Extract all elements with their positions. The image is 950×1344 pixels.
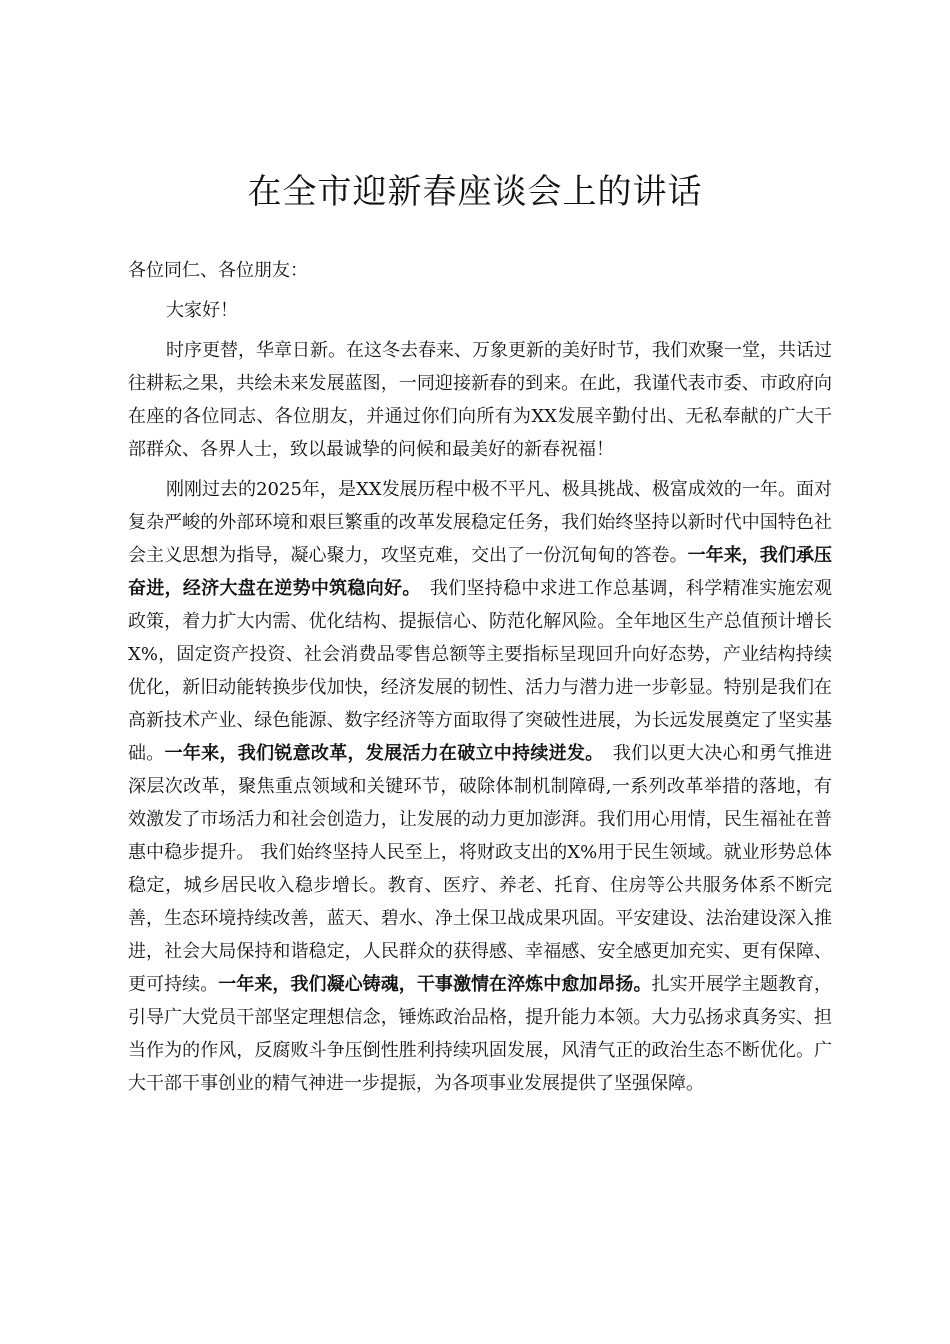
paragraph-2-reform-text: 我们以更大决心和勇气推进深层次改革，聚焦重点领域和关键环节，破除体制机制障碍,一系列改革举措的落地，有效激发了市场活力和社会创造力，让发展的动力更加澎湃。我们用心用情，民生福祉在普惠中稳步提升。 我们始终坚持人民至上，将财政支出的X%用于民生领域。就业形势总体稳定，城乡居民收入稳步增长。教育、医疗、养老、托育、住房等公共服务体系不断完善，生态环境持续改善，蓝天、碧水、净土保卫战成果巩固。平安建设、法治建设深入推进，社会大局保持和谐稳定，人民群众的获得感、幸福感、安全感更加充实、更有保障、更可持续。 [128, 743, 833, 995]
paragraph-2-intro: 刚刚过去的2025年，是XX发展历程中极不平凡、极具挑战、极富成效的一年。面对复杂严峻的外部环境和艰巨繁重的改革发展稳定任务，我们始终坚持以新时代中国特色社会主义思想为指导，凝心聚力，攻坚克难，交出了一份沉甸甸的答卷。 [128, 479, 832, 566]
greeting: 大家好！ [166, 300, 238, 321]
salutation: 各位同仁、各位朋友： [128, 260, 308, 281]
highlight-reform: 一年来，我们锐意改革，发展活力在破立中持续迸发。 [164, 743, 595, 764]
highlight-spirit: 一年来，我们凝心铸魂，干事激情在淬炼中愈加昂扬。 [218, 974, 652, 995]
highlight-economy: 一年来，我们承压奋进，经济大盘在逆势中筑稳向好。 [128, 545, 833, 599]
document-body [128, 254, 832, 1100]
paragraph-2-spirit-text: 扎实开展学主题教育，引导广大党员干部坚定理想信念，锤炼政治品格，提升能力本领。大力弘扬求真务实、担当作为的作风，反腐败斗争压倒性胜利持续巩固发展，风清气正的政治生态不断优化。广大干部干事创业的精气神进一步提振，为各项事业发展提供了坚强保障。 [128, 974, 833, 1094]
document-title: 在全市迎新春座谈会上的讲话 [247, 172, 703, 212]
paragraph-2 [128, 473, 832, 1100]
paragraph-2-economy-text: 我们坚持稳中求进工作总基调，科学精准实施宏观政策，着力扩大内需、优化结构、提振信心、防范化解风险。全年地区生产总值预计增长X%，固定资产投资、社会消费品零售总额等主要指标呈现回升向好态势，产业结构持续优化，新旧动能转换步伐加快，经济发展的韧性、活力与潜力进一步彰显。特别是我们在高新技术产业、绿色能源、数字经济等方面取得了突破性进展，为长远发展奠定了坚实基础。 [128, 578, 833, 764]
paragraph-1: 时序更替，华章日新。在这冬去春来、万象更新的美好时节，我们欢聚一堂，共话过往耕耘之果，共绘未来发展蓝图，一同迎接新春的到来。在此，我谨代表市委、市政府向在座的各位同志、各位朋友，并通过你们向所有为XX发展辛勤付出、无私奉献的广大干部群众、各界人士，致以最诚挚的问候和最美好的新春祝福！ [128, 340, 832, 460]
